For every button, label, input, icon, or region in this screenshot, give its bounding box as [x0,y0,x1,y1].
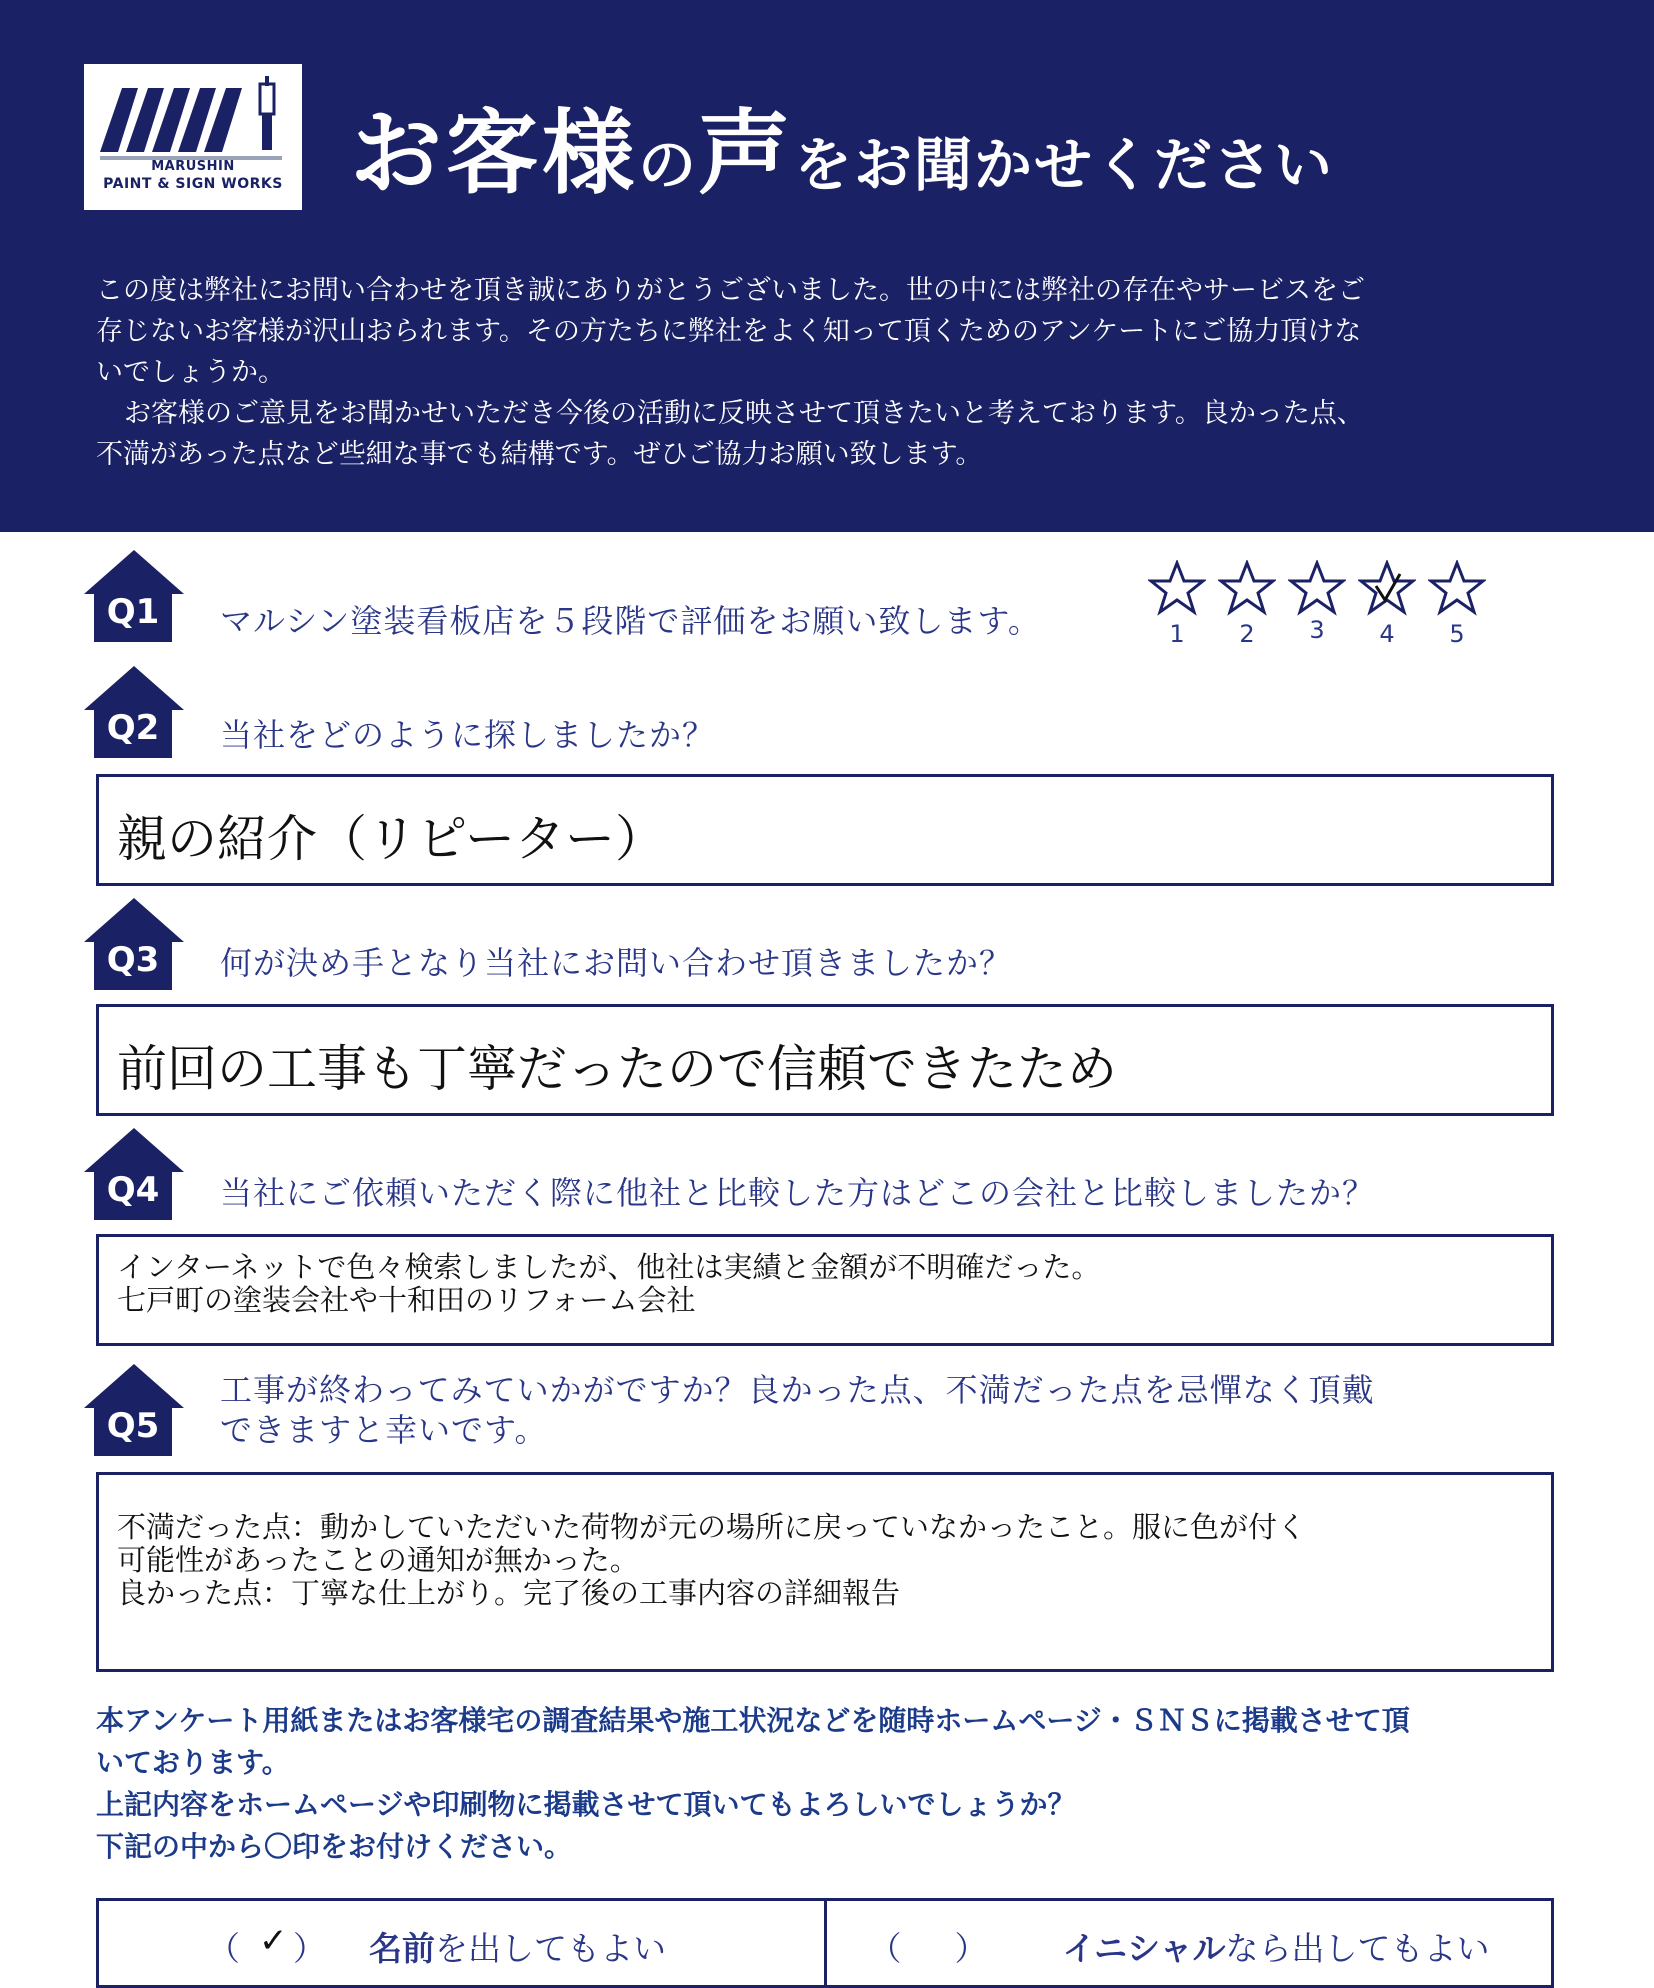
q1-label: Q1 [106,592,160,632]
q4-badge [84,1126,192,1226]
q4-answer [117,1251,1100,1317]
star-5-label: 5 [1449,620,1465,648]
notice-line-3: 上記内容をホームページや印刷物に掲載させて頂いてもよろしいでしょうか？ [96,1788,1076,1821]
intro-line-5: 不満があった点など些細な事でも結構です。ぜひご協力お願い致します。 [96,439,983,470]
intro-line-1: この度は弊社にお問い合わせを頂き誠にありがとうございました。世の中には弊社の存在やサービスをご [96,275,1365,306]
q5-question-line-1: 工事が終わってみていかがですか？良かった点、不満だった点を忌憚なく頂戴 [220,1371,1375,1409]
star-2[interactable] [1216,560,1278,660]
q2-answer-box[interactable] [96,774,1554,886]
title-part-2: の [638,131,699,199]
notice-line-1: 本アンケート用紙またはお客様宅の調査結果や施工状況などを随時ホームページ・ＳＮＳに掲載させて頂 [96,1704,1410,1737]
title-part-3: 声 [698,100,795,207]
q4-answer-line-2: 七戸町の塗装会社や十和田のリフォーム会社 [117,1283,696,1317]
choice-2-label-rest: なら出してもよい [1225,1929,1490,1968]
choice-1-label-bold: 名前 [369,1929,435,1968]
q4-question: 当社にご依頼いただく際に他社と比較した方はどこの会社と比較しましたか？ [220,1174,1376,1212]
star-4[interactable] [1356,560,1418,660]
logo-mark-icon [92,74,292,164]
q4-answer-line-1: インターネットで色々検索しましたが、他社は実績と金額が不明確だった。 [117,1250,1101,1284]
q3-badge [84,896,192,996]
star-checked-icon [1358,560,1416,616]
q5-answer-box[interactable] [96,1472,1554,1672]
choice-1-label [369,1923,666,1970]
choice-2-close-paren: ） [954,1929,988,1968]
q4-label: Q4 [106,1170,160,1210]
q3-label: Q3 [106,940,160,980]
q3-question: 何が決め手となり当社にお問い合わせ頂きましたか？ [220,944,1013,982]
choice-1-open-paren: （ [207,1929,240,1968]
q3-answer-box[interactable] [96,1004,1554,1116]
company-logo [84,64,302,210]
star-1[interactable] [1146,560,1208,660]
intro-line-2: 存じないお客様が沢山おられます。その方たちに弊社をよく知って頂くためのアンケートにご協力頂けな [96,316,1362,347]
intro-line-3: いでしょうか。 [96,357,285,388]
q2-badge [84,664,192,764]
star-4-label: 4 [1379,620,1395,648]
publication-notice [96,1700,1576,1868]
choice-initials-ok[interactable] [824,1901,1552,1985]
notice-line-4: 下記の中から〇印をお付けください。 [96,1830,573,1863]
q5-answer-line-1: 不満だった点：動かしていただいた荷物が元の場所に戻っていなかったこと。服に色が付く [117,1510,1307,1544]
q5-answer-line-2: 可能性があったことの通知が無かった。 [117,1543,639,1577]
choice-1-close-paren: ） [293,1929,326,1968]
rating-stars [1146,560,1496,670]
star-1-label: 1 [1169,620,1185,648]
star-3-label: 3 [1309,616,1325,644]
q2-question: 当社をどのように探しましたか？ [220,716,716,754]
intro-line-4: お客様のご意見をお聞かせいただき今後の活動に反映させて頂きたいと考えております。良かった点、 [124,398,1364,429]
star-outline-icon [1428,560,1486,616]
q5-answer [117,1511,1306,1610]
logo-line-1: MARUSHIN [151,159,235,174]
choice-2-open-paren: （ [868,1929,902,1968]
page-title [350,80,1630,212]
choice-2-label [1063,1923,1490,1970]
logo-line-2: PAINT & SIGN WORKS [103,176,283,192]
q5-badge [84,1362,192,1462]
q5-question-line-2: できますと幸いです。 [220,1411,548,1449]
star-outline-icon [1218,560,1276,616]
q2-label: Q2 [106,708,160,748]
q5-question [220,1370,1375,1450]
star-2-label: 2 [1239,620,1255,648]
star-outline-icon [1288,560,1346,616]
q2-answer: 親の紹介（リピーター） [117,810,665,868]
star-outline-icon [1148,560,1206,616]
q5-label: Q5 [106,1406,160,1446]
star-3[interactable] [1286,560,1348,660]
q1-badge [84,548,192,648]
choice-name-ok[interactable] [99,1901,824,1985]
choice-1-checkmark: ✓ [259,1921,288,1961]
notice-line-2: いております。 [96,1746,290,1779]
intro-text [96,270,1576,475]
choice-1-label-rest: を出してもよい [435,1929,666,1968]
q3-answer: 前回の工事も丁寧だったので信頼できたため [117,1040,1117,1098]
q5-answer-line-3: 良かった点：丁寧な仕上がり。完了後の工事内容の詳細報告 [117,1576,901,1610]
star-5[interactable] [1426,560,1488,660]
q4-answer-box[interactable] [96,1234,1554,1346]
q1-question: マルシン塗装看板店を５段階で評価をお願い致します。 [220,602,1041,640]
title-part-1: お客様 [350,100,639,207]
consent-choices [96,1898,1554,1988]
title-part-4: をお聞かせください [794,131,1335,199]
choice-2-label-bold: イニシャル [1062,1929,1226,1968]
header-banner [0,0,1654,532]
